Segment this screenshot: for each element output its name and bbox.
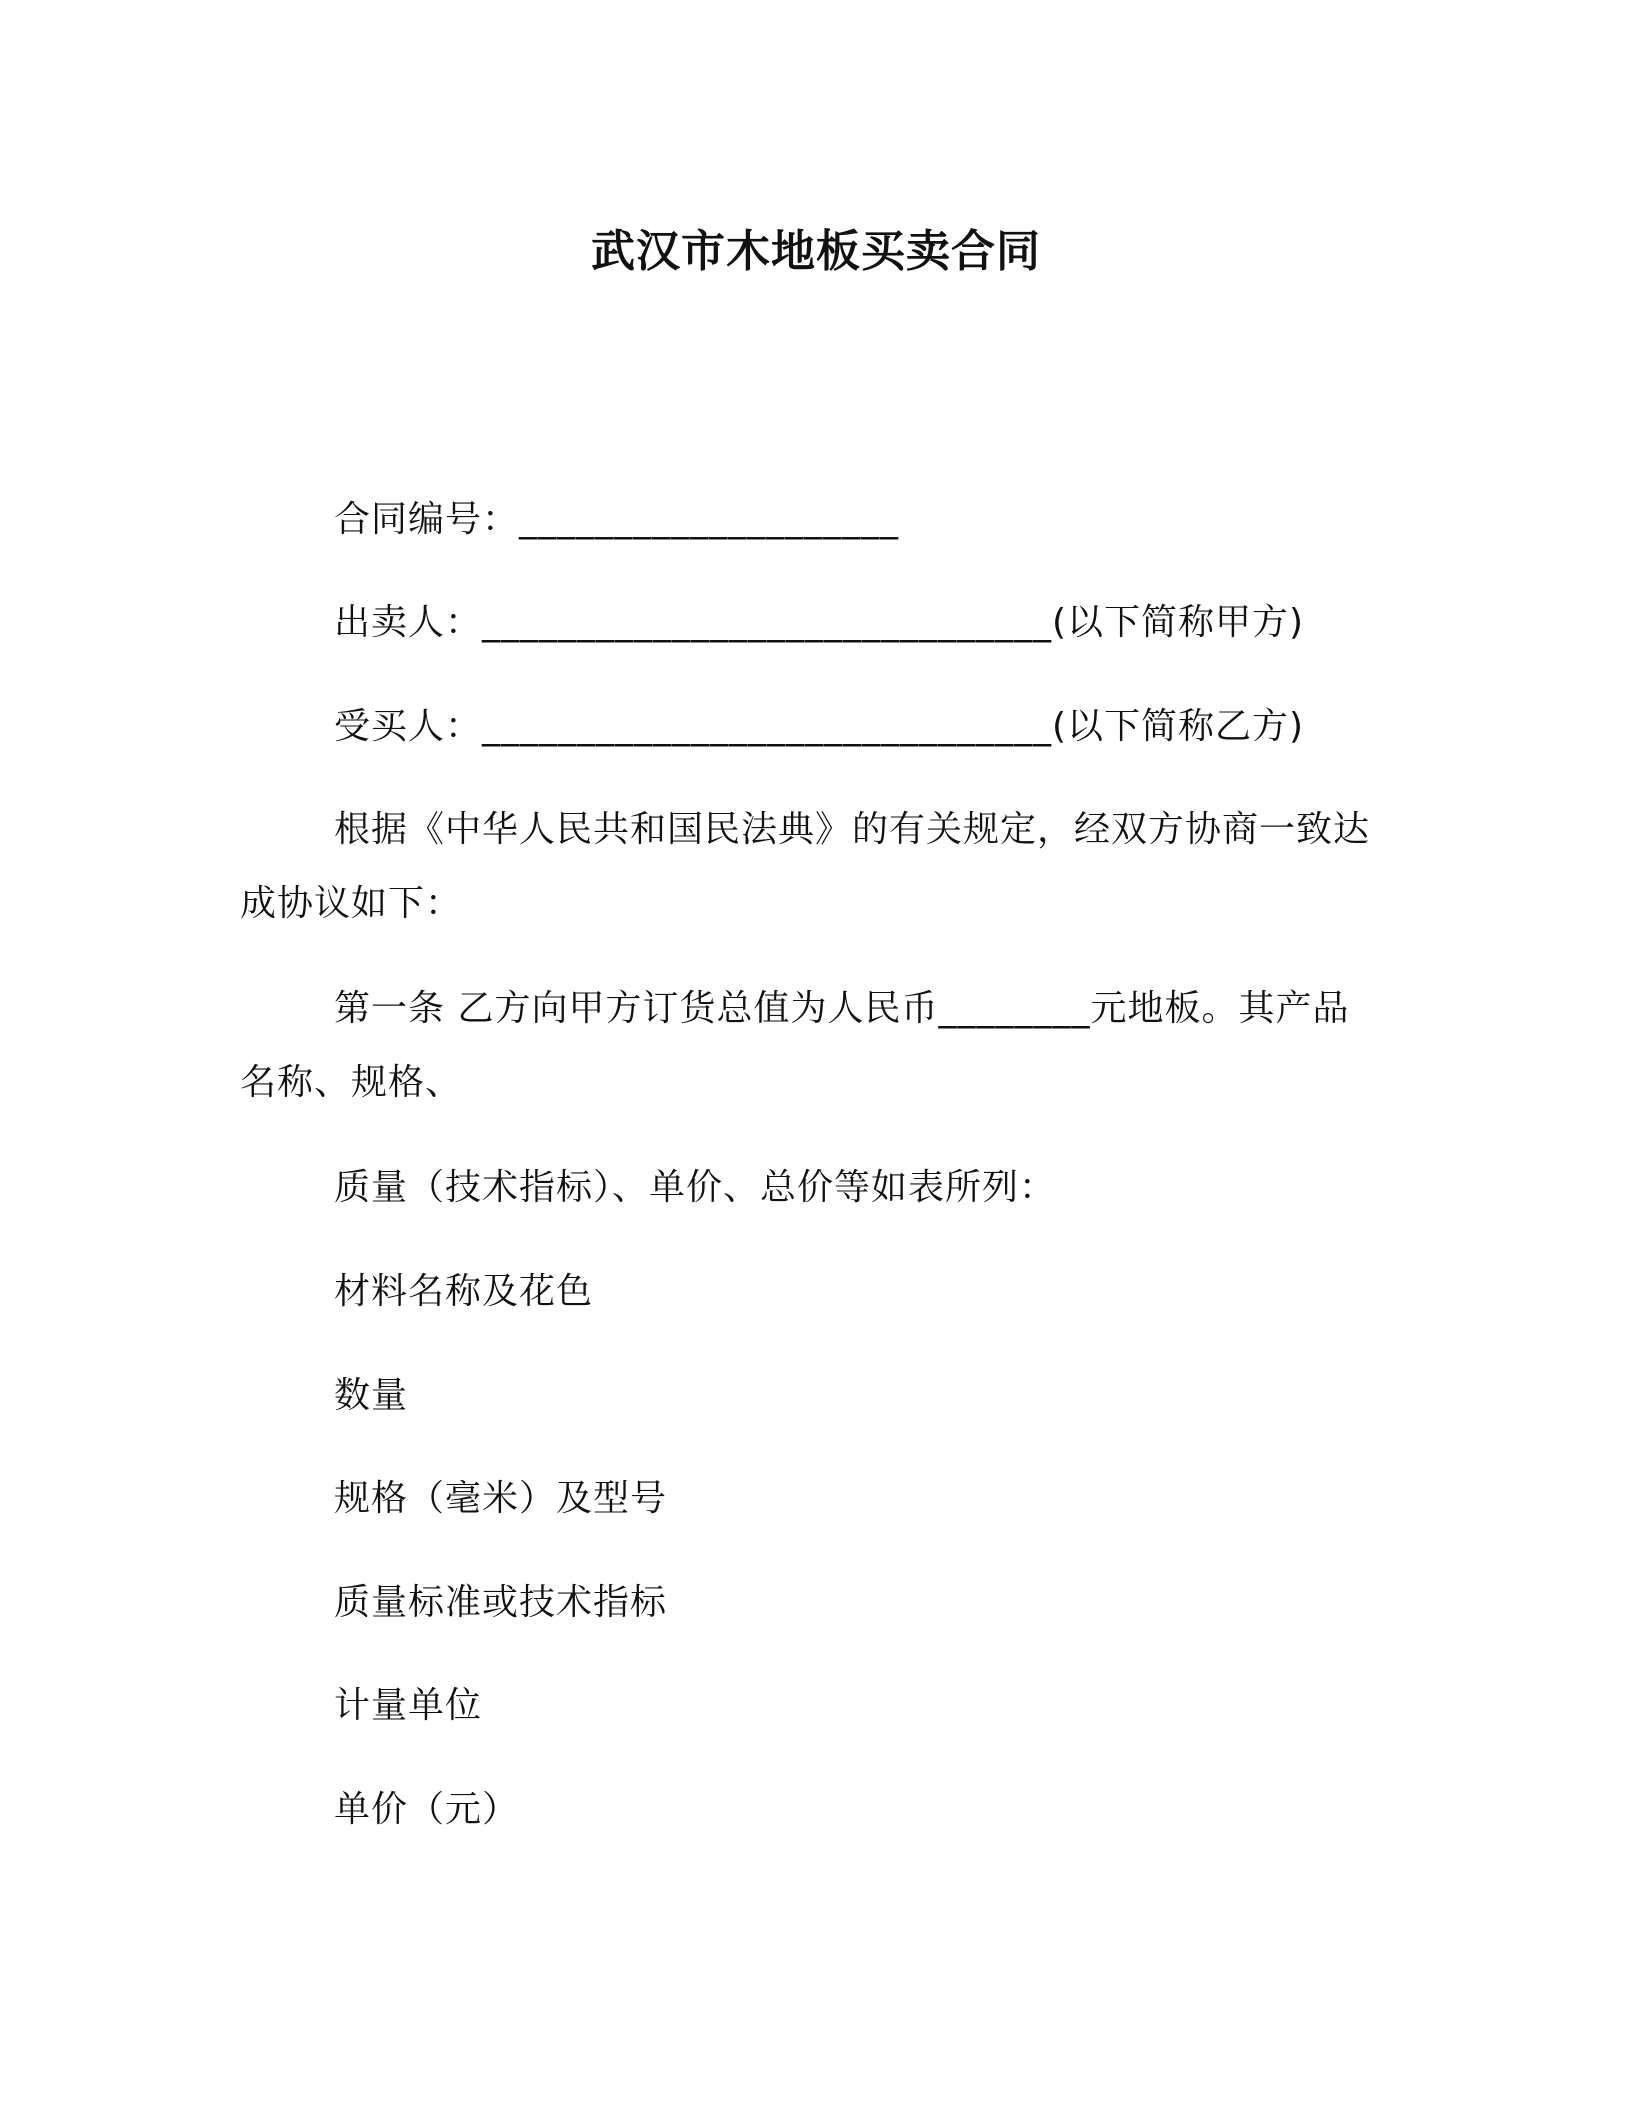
table-field: 规格（毫米）及型号 [334, 1478, 668, 1519]
table-field: 质量标准或技术指标 [334, 1582, 668, 1623]
article1-line-3: 质量（技术指标）、单价、总价等如表所列： [334, 1167, 1057, 1208]
preamble-line-1: 根据《中华人民共和国民法典》的有关规定，经双方协商一致达 [334, 809, 1371, 850]
contract-number-line: 合同编号：____________________ [334, 499, 900, 540]
table-field: 单价（元） [334, 1789, 520, 1830]
document-title: 武汉市木地板买卖合同 [591, 226, 1041, 277]
preamble-line-2: 成协议如下： [240, 883, 463, 924]
table-field: 数量 [334, 1375, 409, 1416]
article1-line-1: 第一条 乙方向甲方订货总值为人民币________元地板。其产品 [334, 988, 1350, 1029]
seller-line: 出卖人：______________________________(以下简称甲方) [334, 602, 1305, 643]
buyer-line: 受买人：______________________________(以下简称乙方) [334, 706, 1305, 747]
article1-line-2: 名称、规格、 [240, 1062, 463, 1103]
table-field: 材料名称及花色 [334, 1271, 594, 1312]
table-field: 计量单位 [334, 1685, 483, 1726]
